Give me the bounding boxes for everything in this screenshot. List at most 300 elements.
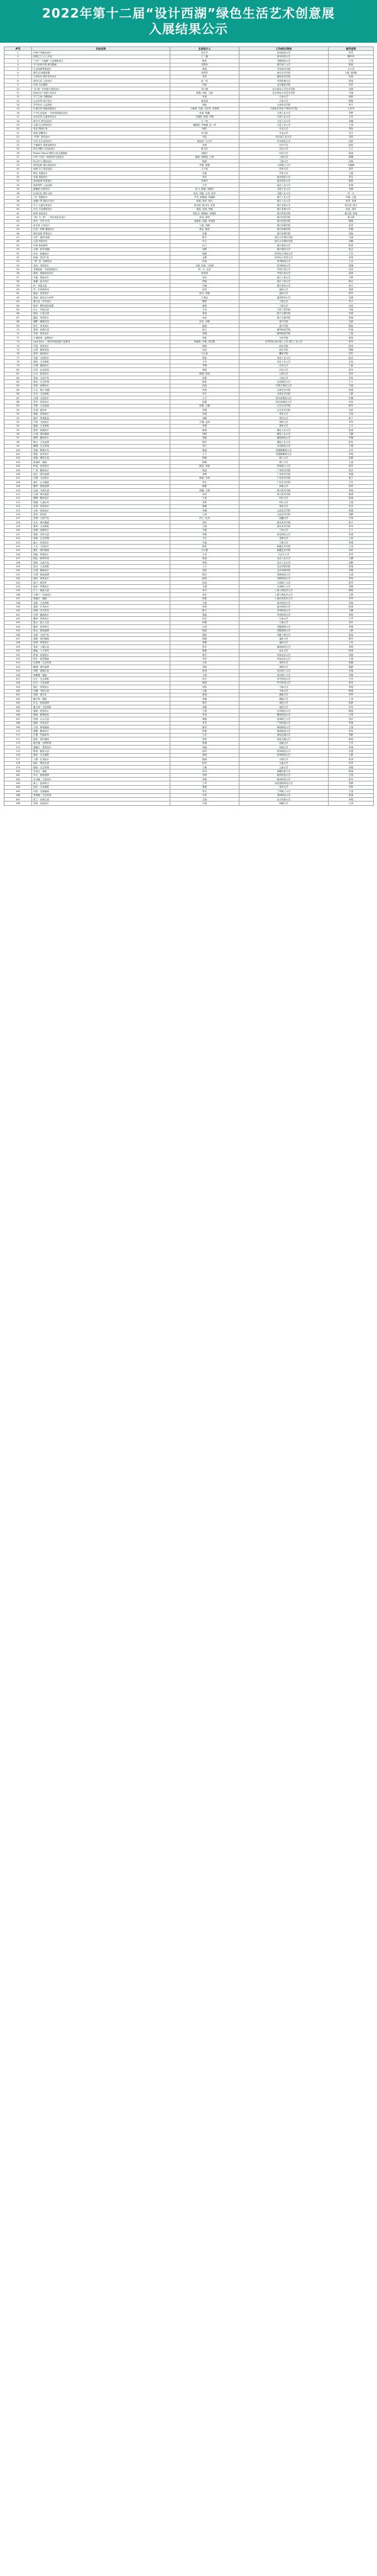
cell-institution: 深圳大学	[239, 665, 329, 669]
cell-designer: 陆敏, 徐晓雯, 王婧	[170, 155, 239, 159]
cell-institution: 海南师范大学	[239, 729, 329, 733]
cell-advisor: 曹敏	[329, 99, 374, 103]
cell-index: 99	[4, 444, 32, 448]
cell-designer: 王心怡	[170, 352, 239, 356]
cell-designer: 李强	[170, 778, 239, 781]
cell-institution: 宁波工程学院	[239, 308, 329, 312]
cell-work-title: 清风 · 扇面设计	[32, 352, 170, 356]
cell-designer: 郝伟	[170, 380, 239, 384]
cell-institution: 中国传媒大学	[239, 79, 329, 83]
cell-advisor: 杨帆	[329, 95, 374, 99]
cell-work-title: 大理 · 扎染设计	[32, 758, 170, 761]
cell-designer: 王强	[170, 709, 239, 713]
cell-index: 137	[4, 597, 32, 601]
cell-institution: 北京林业大学艺术学院	[239, 87, 329, 90]
cell-advisor: 李华	[329, 524, 374, 528]
cell-work-title: 楚风 · 漆器设计	[32, 428, 170, 432]
cell-institution: 四川大学	[239, 501, 329, 504]
cell-work-title: 慢生活·西湖茶器	[32, 71, 170, 75]
cell-designer: 张强	[170, 741, 239, 745]
cell-index: 187	[4, 798, 32, 802]
cell-advisor: 刘强	[329, 673, 374, 677]
cell-designer: 马华	[170, 793, 239, 797]
cell-index: 7	[4, 75, 32, 79]
cell-designer: 孙新	[170, 143, 239, 147]
cell-institution: 四川美术学院	[239, 488, 329, 492]
cell-work-title: 巴蜀 · 竹编家具	[32, 733, 170, 737]
cell-institution: 合肥工业大学	[239, 192, 329, 195]
cell-work-title: 中华 “印记” 传统纹样文创设计	[32, 155, 170, 159]
cell-designer: 孙立群	[170, 131, 239, 135]
cell-index: 180	[4, 769, 32, 773]
cell-designer: 段丽	[170, 758, 239, 761]
cell-advisor: 王涛	[329, 697, 374, 701]
cell-designer: 王伟	[170, 308, 239, 312]
cell-advisor: 张丽	[329, 428, 374, 432]
cell-index: 72	[4, 336, 32, 340]
cell-index: 11	[4, 91, 32, 95]
cell-institution: 安徽师范大学	[239, 59, 329, 63]
cell-work-title: 再生 · 家具设计	[32, 323, 170, 327]
cell-index: 173	[4, 741, 32, 745]
cell-designer: 王婷	[170, 661, 239, 665]
cell-advisor: 张丽	[329, 793, 374, 797]
cell-institution: 赣南师范大学	[239, 713, 329, 717]
cell-designer: 黄佳琪	[170, 99, 239, 103]
cell-work-title: “禅” 与 “茶” 一 茶空间室内设计	[32, 215, 170, 219]
cell-designer: 何晶	[170, 469, 239, 472]
cell-index: 64	[4, 304, 32, 308]
cell-institution: 大连工业大学	[239, 123, 329, 127]
cell-advisor: 李明	[329, 613, 374, 617]
cell-index: 119	[4, 524, 32, 528]
cell-work-title: 黄山 · 旅游品牌	[32, 629, 170, 633]
cell-work-title: 长江 · 生态海报	[32, 677, 170, 681]
cell-institution: 苏州大学	[239, 171, 329, 175]
cell-designer: 张晓	[170, 67, 239, 70]
cell-designer: 王华	[170, 781, 239, 785]
cell-index: 178	[4, 761, 32, 765]
cell-designer: 陈丽	[170, 448, 239, 452]
cell-designer: 李杰	[170, 790, 239, 793]
cell-advisor: 马晓峰	[329, 163, 374, 167]
cell-index: 146	[4, 633, 32, 637]
cell-work-title: 海洋保护 公益动画	[32, 183, 170, 187]
cell-index: 98	[4, 440, 32, 444]
cell-index: 61	[4, 291, 32, 295]
cell-work-title: 黎锦 · 服饰设计	[32, 729, 170, 733]
cell-designer: 陆斌	[170, 323, 239, 327]
cell-institution: 上海大学	[239, 159, 329, 163]
cell-index: 147	[4, 637, 32, 641]
cell-work-title: 长安 · 城市插画	[32, 521, 170, 524]
cell-advisor: 刘静	[329, 733, 374, 737]
cell-designer: 刘佳	[170, 336, 239, 340]
cell-advisor: 张静	[329, 701, 374, 705]
cell-index: 44	[4, 224, 32, 227]
cell-institution: 西南大学	[239, 745, 329, 749]
cell-designer: 陈丽	[170, 681, 239, 685]
cell-index: 71	[4, 332, 32, 335]
cell-index: 55	[4, 268, 32, 271]
cell-advisor: 王蕾, 梁国栋	[329, 71, 374, 75]
cell-advisor: 刘丽	[329, 601, 374, 604]
cell-index: 31	[4, 171, 32, 175]
cell-designer: 郑丽	[170, 280, 239, 283]
cell-advisor: 邵涛	[329, 271, 374, 275]
cell-advisor: 周琳	[329, 264, 374, 268]
cell-index: 127	[4, 557, 32, 560]
cell-index: 19	[4, 123, 32, 127]
cell-designer: 张华	[170, 645, 239, 649]
cell-index: 49	[4, 244, 32, 247]
cell-work-title: 户外生存装备 一手两用的绿色设计	[32, 111, 170, 115]
cell-advisor: 王静	[329, 629, 374, 633]
cell-advisor: 王鹏	[329, 432, 374, 436]
cell-advisor: 李明	[329, 685, 374, 689]
cell-designer: 刘婷	[170, 568, 239, 572]
cell-work-title: 湘江 · 景观设计	[32, 685, 170, 689]
cell-institution: 湖州师范学院	[239, 328, 329, 332]
cell-work-title: 花间 · 首饰设计	[32, 264, 170, 268]
cell-advisor: 王静	[329, 392, 374, 396]
table-row	[4, 802, 374, 805]
cell-institution: 河北师范大学	[239, 51, 329, 55]
cell-advisor: 孙梦	[329, 139, 374, 143]
cell-advisor: 王华	[329, 741, 374, 745]
cell-index: 20	[4, 127, 32, 131]
cell-work-title: 园林 · 苏式家具	[32, 609, 170, 612]
cell-work-title: 岭南 · 民居再生	[32, 464, 170, 468]
cell-designer: 刘洋	[170, 492, 239, 496]
cell-index: 53	[4, 259, 32, 263]
cell-work-title: 蜀锦 · 服饰设计	[32, 496, 170, 500]
cell-index: 167	[4, 717, 32, 721]
cell-designer: 黄丽, 韦涛	[170, 476, 239, 480]
cell-institution: 丽水学院	[239, 344, 329, 347]
cell-work-title: 湾区 · 城市品牌	[32, 472, 170, 476]
cell-designer: 张敏	[170, 597, 239, 601]
cell-work-title: 青花 陶瓷灯具	[32, 127, 170, 131]
cell-advisor: 马丽	[329, 384, 374, 388]
cell-designer: 刘敏	[170, 705, 239, 709]
cell-institution: 天津美术学院 中国美术学院	[239, 107, 329, 111]
cell-work-title: 城市更新 街区改造设计	[32, 163, 170, 167]
cell-index: 175	[4, 749, 32, 753]
cell-designer: 李涛	[170, 388, 239, 392]
cell-institution: 湖北工业大学	[239, 432, 329, 436]
cell-institution: 苏州科技大学	[239, 613, 329, 617]
cell-work-title: 城市花园 景观设计	[32, 231, 170, 235]
cell-index: 90	[4, 408, 32, 412]
cell-work-title: 胡杨 · 景观设计	[32, 553, 170, 557]
cell-index: 69	[4, 323, 32, 327]
cell-advisor: 陈思	[329, 244, 374, 247]
cell-institution: 浙江工业大学	[239, 195, 329, 199]
cell-index: 67	[4, 316, 32, 320]
cell-work-title: 洞庭 · 渔文化	[32, 693, 170, 697]
cell-advisor: 周洋	[329, 469, 374, 472]
cell-designer: 王涛	[170, 513, 239, 516]
cell-designer: 赵明	[170, 577, 239, 580]
cell-advisor: 金浩	[329, 304, 374, 308]
cell-institution: 新疆艺术学院	[239, 545, 329, 548]
cell-designer: 胡杰	[170, 440, 239, 444]
cell-institution: 西北师范大学	[239, 533, 329, 536]
cell-institution: 浙江理工大学	[239, 63, 329, 67]
cell-designer: 程丽	[170, 629, 239, 633]
cell-advisor: 魏华荣	[329, 55, 374, 58]
cell-index: 110	[4, 488, 32, 492]
cell-institution: 浙江工业大学	[239, 199, 329, 203]
cell-work-title: 长城 · 插画设计	[32, 364, 170, 367]
cell-institution: 西安美术学院	[239, 521, 329, 524]
cell-index: 144	[4, 625, 32, 629]
cell-index: 10	[4, 87, 32, 90]
cell-designer: 孙涛	[170, 580, 239, 584]
cell-work-title: 壮锦 · 文创设计	[32, 476, 170, 480]
cell-institution: 浙江科技学院	[239, 212, 329, 215]
cell-index: 131	[4, 573, 32, 577]
cell-institution: 温州大学	[239, 291, 329, 295]
cell-designer: 黄杰	[170, 653, 239, 656]
cell-designer: 严杰, 熊雅丽, 何晓峰	[170, 195, 239, 199]
cell-designer: 李杰	[170, 677, 239, 681]
cell-advisor: 王彩华	[329, 107, 374, 111]
cell-advisor: 王丽	[329, 573, 374, 577]
cell-work-title: 共生 生态建筑设计	[32, 207, 170, 211]
cell-advisor: 王洁	[329, 259, 374, 263]
cell-index: 2	[4, 55, 32, 58]
cell-designer: 刘晓宇	[170, 151, 239, 155]
cell-index: 22	[4, 135, 32, 139]
cell-index: 172	[4, 737, 32, 741]
cell-index: 169	[4, 726, 32, 729]
cell-index: 93	[4, 420, 32, 424]
cell-designer: 陈嘉	[170, 159, 239, 163]
cell-index: 184	[4, 785, 32, 789]
cell-work-title: 海河 · 景观设计	[32, 585, 170, 589]
cell-institution: 绍兴文理学院	[239, 312, 329, 315]
cell-designer: 韦杰	[170, 721, 239, 725]
cell-work-title: 生态园林景观设计	[32, 67, 170, 70]
cell-work-title: 竹韵 生活器物	[32, 83, 170, 87]
cell-work-title: 沪上 · 海派文创	[32, 589, 170, 592]
cell-index: 38	[4, 199, 32, 203]
cell-index: 133	[4, 580, 32, 584]
cell-work-title: 岭南 · 花窗设计	[32, 653, 170, 656]
cell-index: 165	[4, 709, 32, 713]
cell-designer: 刘思彤	[170, 63, 239, 67]
cell-advisor: 陈强	[329, 689, 374, 693]
cell-designer: 卓玛	[170, 769, 239, 773]
results-table-container	[4, 46, 373, 806]
cell-index: 112	[4, 496, 32, 500]
cell-institution: 石河子大学	[239, 553, 329, 557]
cell-advisor: 刘静	[329, 513, 374, 516]
cell-index: 3	[4, 59, 32, 63]
cell-advisor: 刘静	[329, 561, 374, 565]
cell-advisor: 李明	[329, 452, 374, 456]
cell-advisor: 马丽	[329, 236, 374, 239]
cell-institution: 青岛大学	[239, 416, 329, 420]
cell-institution: 浙江财经大学	[239, 247, 329, 251]
cell-advisor: 陈璐	[329, 155, 374, 159]
cell-advisor: 李丽	[329, 312, 374, 315]
cell-advisor: 陈丽	[329, 709, 374, 713]
cell-institution: 丽水学院	[239, 348, 329, 352]
cell-work-title: “灵” 瓷器设计	[32, 195, 170, 199]
cell-work-title: 滕王阁 · 文化海报	[32, 705, 170, 709]
cell-work-title: 老街新韵 · 导视系统设计	[32, 268, 170, 271]
cell-index: 143	[4, 621, 32, 624]
cell-institution: 华南农业大学	[239, 653, 329, 656]
cell-work-title: 津门 · 城市IP	[32, 580, 170, 584]
cell-advisor: 蔡华	[329, 291, 374, 295]
cell-work-title: 草原 · 品牌设计	[32, 384, 170, 388]
cell-designer: 陈华	[170, 726, 239, 729]
cell-advisor: 吴倩	[329, 87, 374, 90]
cell-designer: 李浩	[170, 75, 239, 79]
cell-index: 8	[4, 79, 32, 83]
table-body	[4, 51, 374, 805]
cell-advisor: 张伟	[329, 440, 374, 444]
cell-work-title: 京剧 · 插画设计	[32, 568, 170, 572]
cell-institution: 浙江工商大学	[239, 276, 329, 280]
cell-work-title: 童趣 · 绘本设计	[32, 280, 170, 283]
cell-work-title: 乡土 儿童玩具设计	[32, 204, 170, 207]
cell-institution: 郑州大学	[239, 424, 329, 428]
cell-designer: 孙浩	[170, 316, 239, 320]
cell-designer: 王宇	[170, 452, 239, 456]
cell-institution: 青海大学	[239, 536, 329, 540]
cell-advisor: 赵亮	[329, 356, 374, 360]
cell-advisor: 王宁	[329, 528, 374, 532]
cell-advisor: 王静	[329, 753, 374, 757]
cell-advisor: 李华	[329, 597, 374, 601]
cell-institution: 上海工程技术大学	[239, 593, 329, 597]
cell-index: 25	[4, 147, 32, 151]
cell-advisor: 周游	[329, 288, 374, 291]
cell-advisor: 王涛	[329, 545, 374, 548]
cell-institution: 上海大学	[239, 155, 329, 159]
cell-advisor: 张华	[329, 368, 374, 372]
cell-designer: 刘婷	[170, 247, 239, 251]
cell-index: 27	[4, 155, 32, 159]
cell-work-title: 江城 · 城市插画	[32, 432, 170, 436]
cell-work-title: 太行 · 民宿设计	[32, 372, 170, 376]
cell-designer: 林峰	[170, 456, 239, 460]
cell-work-title: 中原 · 文创设计	[32, 420, 170, 424]
cell-designer: 李娜	[170, 508, 239, 512]
cell-designer: 胡明	[170, 368, 239, 372]
cell-advisor: 王鹏	[329, 609, 374, 612]
cell-designer: 李婷	[170, 605, 239, 609]
cell-designer: 张鹏, 王娟	[170, 488, 239, 492]
cell-designer: 金敏	[170, 256, 239, 259]
cell-institution: 南京林业大学	[239, 175, 329, 179]
cell-designer: 孙力	[170, 244, 239, 247]
cell-designer: 王婉婷, 张强, 李阳	[170, 115, 239, 119]
cell-institution: 西安美术学院	[239, 524, 329, 528]
cell-institution: 山西财经大学	[239, 380, 329, 384]
cell-advisor: 张伟	[329, 729, 374, 733]
cell-work-title: 雪乡 · 民宿设计	[32, 400, 170, 404]
cell-advisor: 郑伟	[329, 127, 374, 131]
cell-work-title: 垃圾分类 智能装置设计	[32, 107, 170, 111]
cell-designer: 吴迪	[170, 95, 239, 99]
cell-index: 141	[4, 613, 32, 617]
cell-index: 123	[4, 541, 32, 545]
cell-index: 106	[4, 472, 32, 476]
cell-advisor: 李华	[329, 761, 374, 765]
cell-institution: 西安建筑科技大学	[239, 781, 329, 785]
cell-institution: 厦门大学	[239, 460, 329, 464]
cell-designer: 周子涵	[170, 87, 239, 90]
cell-work-title: 潮汕 · 工夫茶具	[32, 649, 170, 653]
cell-designer: 郭雨轩, 马立华	[170, 139, 239, 143]
cell-designer: 黄晨	[170, 304, 239, 308]
cell-institution: 天津理工大学	[239, 585, 329, 589]
cell-advisor: 孟伟	[329, 360, 374, 364]
cell-institution: 同济大学	[239, 151, 329, 155]
cell-institution: 绍兴文理学院	[239, 316, 329, 320]
cell-designer: 周丽	[170, 613, 239, 617]
cell-advisor: 王芳	[329, 481, 374, 484]
cell-index: 40	[4, 207, 32, 211]
cell-designer: 王海涛, 马超, 王欣然, 李思琪	[170, 107, 239, 111]
cell-index: 4	[4, 63, 32, 67]
cell-designer: 符敏	[170, 729, 239, 733]
cell-advisor: 王华	[329, 617, 374, 621]
cell-designer: 周涛	[170, 312, 239, 315]
cell-designer: 潘晓晨, 齐雨涵, 赵一鸣	[170, 123, 239, 127]
cell-designer: 刘洋	[170, 593, 239, 597]
cell-advisor: 夏玉婷, 张强	[329, 212, 374, 215]
cell-index: 115	[4, 508, 32, 512]
cell-work-title: 城市 · 口袋公园	[32, 312, 170, 315]
cell-index: 139	[4, 605, 32, 609]
cell-institution: 嘉兴学院	[239, 323, 329, 327]
cell-work-title: 榕城 · 景观设计	[32, 641, 170, 644]
cell-work-title: 青海湖 · 生态科普	[32, 793, 170, 797]
cell-index: 185	[4, 790, 32, 793]
cell-advisor: 曾华	[329, 340, 374, 344]
cell-institution: 四川美术学院	[239, 492, 329, 496]
cell-advisor: 张强	[329, 508, 374, 512]
cell-advisor: 王鹏	[329, 557, 374, 560]
cell-designer: 赵磊	[170, 400, 239, 404]
cell-index: 29	[4, 163, 32, 167]
cell-work-title: 山城 · 城市更新	[32, 492, 170, 496]
cell-work-title: 荷韵 香薰设计	[32, 131, 170, 135]
cell-index: 43	[4, 219, 32, 223]
cell-institution: 宁波大学	[239, 300, 329, 303]
cell-advisor: 王强	[329, 444, 374, 448]
cell-advisor: 李涛	[329, 256, 374, 259]
cell-designer: 刘宁	[170, 444, 239, 448]
cell-institution: 江南大学	[239, 621, 329, 624]
cell-work-title: 普洱 · 茶包装	[32, 513, 170, 516]
cell-institution: 福州大学	[239, 637, 329, 641]
cell-index: 32	[4, 175, 32, 179]
cell-advisor: 李强	[329, 472, 374, 476]
cell-advisor: 王明	[329, 713, 374, 717]
cell-index: 171	[4, 733, 32, 737]
cell-institution: 河北大学	[239, 368, 329, 372]
cell-advisor: 钟宇	[329, 103, 374, 107]
cell-work-title: 黄土 · 窑洞再生	[32, 781, 170, 785]
